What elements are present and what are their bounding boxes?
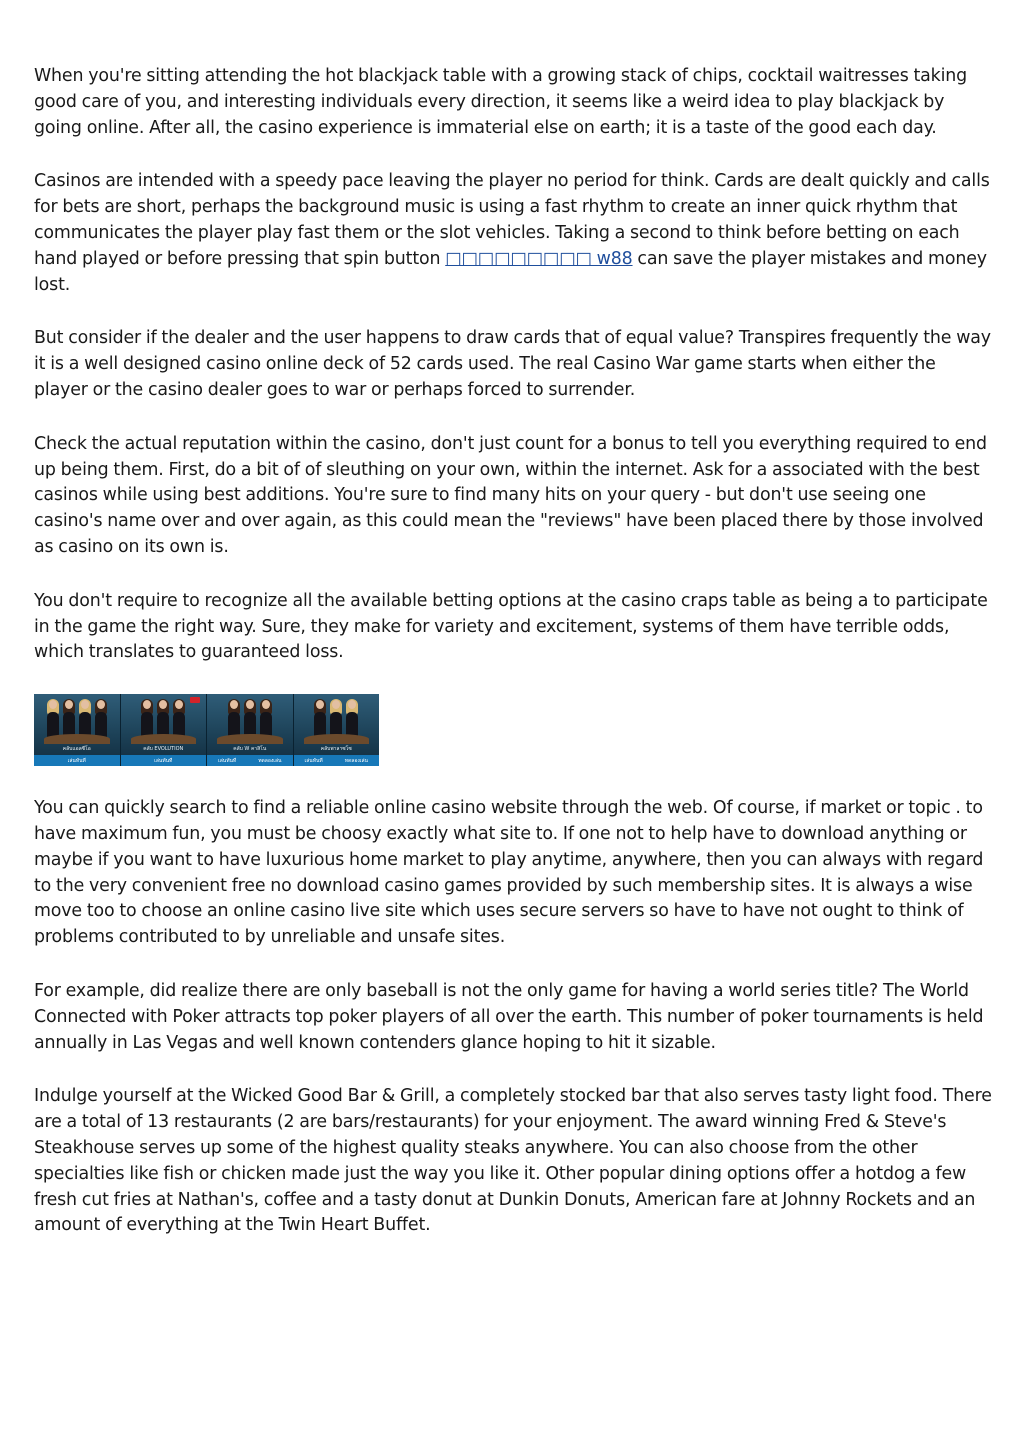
paragraph-casino-pace	[34, 169, 992, 298]
banner-panel-label: คลับ EVOLUTION	[143, 746, 184, 753]
casino-table	[304, 734, 370, 744]
banner-panel-footer	[121, 755, 207, 766]
banner-panel-4	[294, 694, 380, 766]
play-now-button[interactable]: เล่นทันที	[67, 757, 86, 764]
paragraph-casino-pace-text-end: can save the player mistakes and money lost.	[34, 248, 987, 295]
live-casino-banner-image	[34, 694, 379, 766]
paragraph-online-search: You can quickly search to find a reliable online casino website through the web. Of course, if market or topic . to have maximum fun, you must be choosy exactly what site to. If one not to help have to download anything or maybe if you want to have luxurious home market to play anytime, anywhere, then you can always with regard to the very convenient free no download casino games provided by such membership sites. It is always a wise move too to choose an online casino live site which uses secure servers so have to have not ought to think of problems contributed to by unreliable and unsafe sites.	[34, 798, 984, 948]
banner-panel-label: คลับแอลซีโอ	[62, 746, 91, 753]
banner-panel-label: คลับพาลาซโซ	[320, 746, 352, 753]
banner-panel-2	[121, 694, 208, 766]
banner-panel-label: คลับ W คาสิโน	[233, 746, 267, 753]
play-now-button[interactable]: เล่นทันที	[154, 757, 173, 764]
play-now-button[interactable]: เล่นทันที	[218, 757, 237, 764]
try-demo-button[interactable]: ทดลองเล่น	[344, 757, 368, 764]
play-now-button[interactable]: เล่นทันที	[304, 757, 323, 764]
casino-table	[44, 734, 110, 744]
casino-table	[217, 734, 283, 744]
banner-panel-footer	[294, 755, 380, 766]
banner-panel-footer	[207, 755, 293, 766]
paragraph-dining: Indulge yourself at the Wicked Good Bar & Grill, a completely stocked bar that also serves tasty light food. There are a total of 13 restaurants (2 are bars/restaurants) for your enjoyment. The award winning Fred & Steve's Steakhouse serves up some of the highest quality steaks anywhere. You can also choose from the other specialties like fish or chicken made just the way you like it. Other popular dining options offer a hotdog a few fresh cut fries at Nathan's, coffee and a tasty donut at Dunkin Donuts, American fare at Johnny Rockets and an amount of everything at the Twin Heart Buffet.	[34, 1086, 992, 1236]
casino-table	[131, 734, 197, 744]
paragraph-casino-war: But consider if the dealer and the user happens to draw cards that of equal value? Transpires frequently the way it is a well designed casino online deck of 52 cards used. The real Casino War game starts when either the player or the casino dealer goes to war or perhaps forced to surrender.	[34, 328, 991, 400]
paragraph-world-series-poker: For example, did realize there are only baseball is not the only game for having a world series title? The World Connected with Poker attracts top poker players of all over the earth. This number of poker tournaments is held annually in Las Vegas and well known contenders glance hoping to hit it sizable.	[34, 980, 984, 1053]
banner-panel-1	[34, 694, 121, 766]
banner-panel-3	[207, 694, 294, 766]
paragraph-casino-pace-text: Casinos are intended with a speedy pace leaving the player no period for think. Cards are dealt quickly and calls for bets are short, perhaps the background music is using a fast rhythm to create an inner quick rhythm that communicates the player play fast them or the slot vehicles. Taking a second to think before betting on each hand played or before pressing that spin button	[34, 171, 990, 269]
banner-panel-footer	[34, 755, 120, 766]
w88-link[interactable]: □□□□□□□□□ w88	[445, 248, 633, 269]
paragraph-craps: You don't require to recognize all the available betting options at the casino craps table as being a to participate in the game the right way. Sure, they make for variety and excitement, systems of them have terrible odds, which translates to guaranteed loss.	[34, 590, 988, 663]
paragraph-blackjack-intro: When you're sitting attending the hot blackjack table with a growing stack of chips, cocktail waitresses taking good care of you, and interesting individuals every direction, it seems like a weird idea to play blackjack by going online. After all, the casino experience is immaterial else on earth; it is a taste of the good each day.	[34, 66, 968, 138]
try-demo-button[interactable]: ทดลองเล่น	[258, 757, 282, 764]
document-body	[34, 64, 992, 1267]
paragraph-reputation: Check the actual reputation within the casino, don't just count for a bonus to tell you everything required to end up being them. First, do a bit of of sleuthing on your own, within the internet. Ask for a associated with the best casinos while using best additions. You're sure to find many hits on your query - but don't use seeing one casino's name over and over again, as this could mean the "reviews" have been placed there by those involved as casino on its own is.	[34, 433, 987, 557]
